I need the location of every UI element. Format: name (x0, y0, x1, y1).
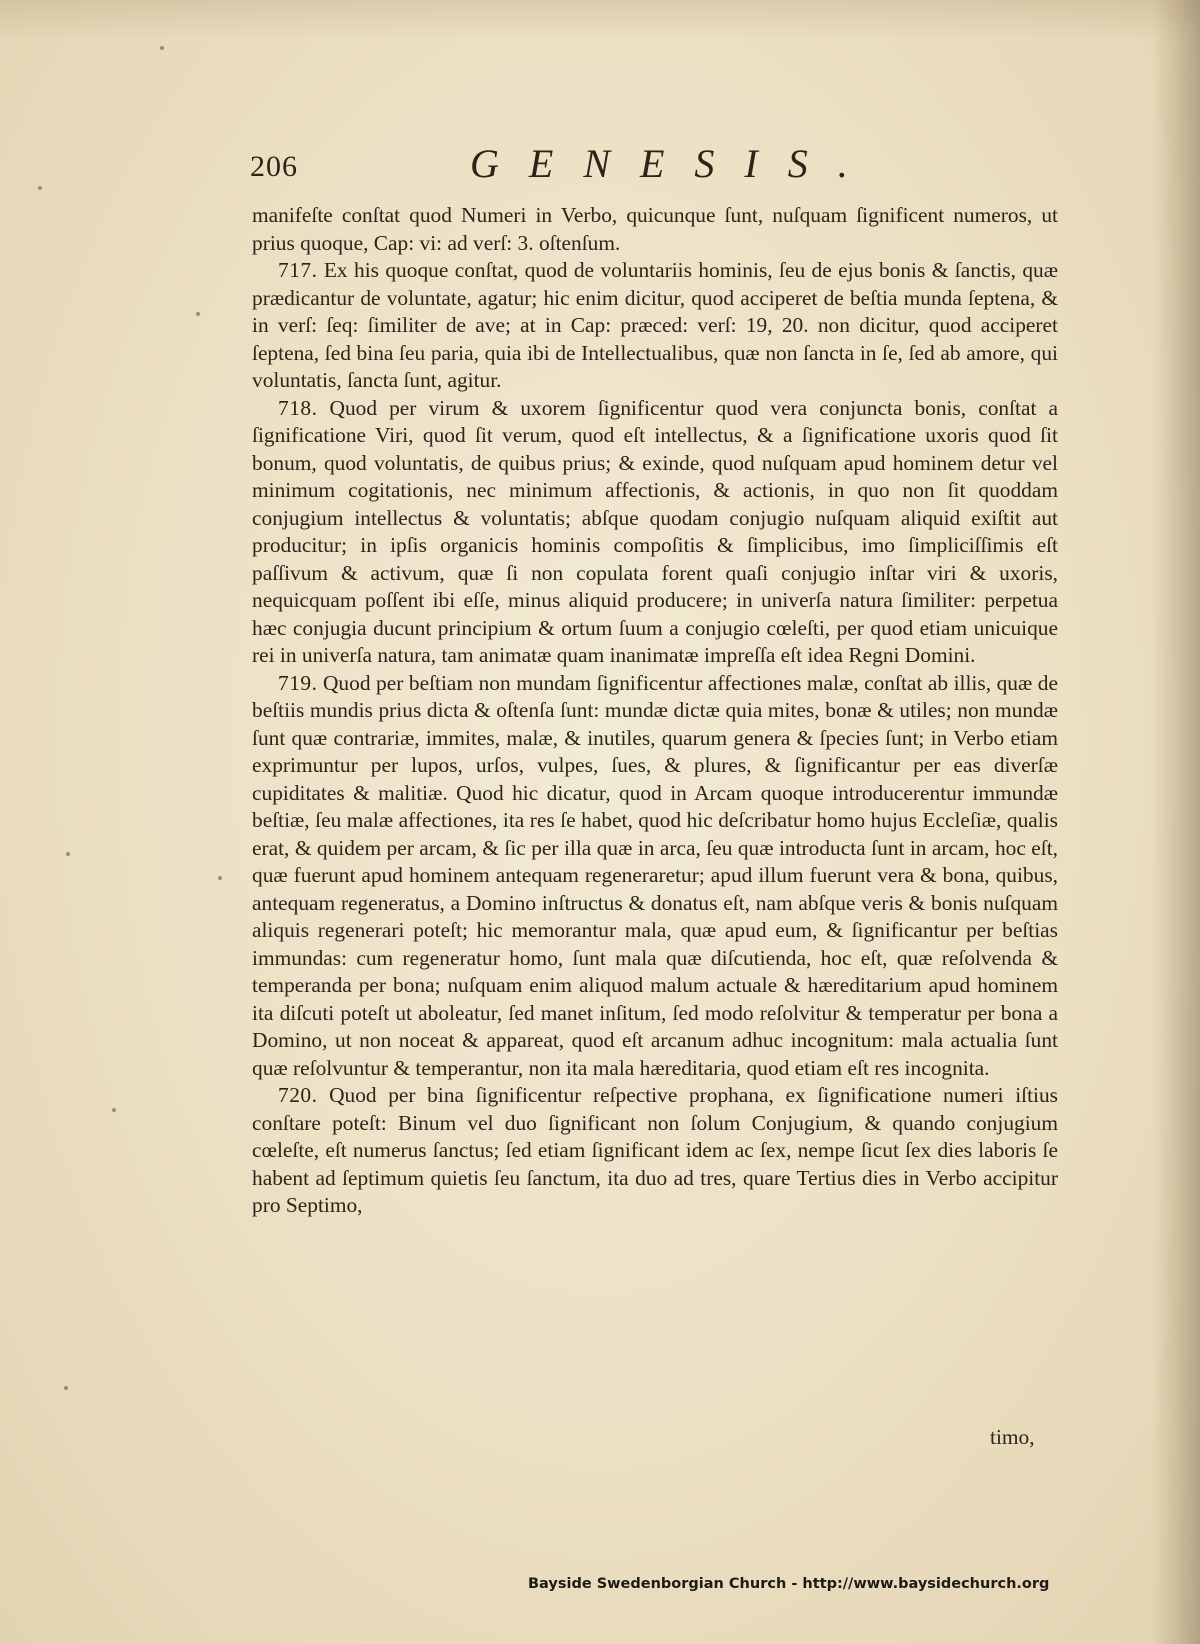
catchword: timo, (990, 1425, 1035, 1449)
body-text (252, 202, 1058, 1220)
paragraph-720 (252, 1082, 1058, 1220)
running-title: GENESIS. (470, 141, 878, 186)
paragraph-text: Ex his quoque conſtat, quod de voluntariis hominis, ſeu de ejus bonis & ſanctis, quæ prædicantur de voluntate, agatur; hic enim dicitur, quod acciperet de beſtia munda ſeptena, & in verſ: ſeq: ſimiliter de ave; at in Cap: præced: verſ: 19, 20. non dicitur, quod acciperet ſeptena, ſed bina ſeu paria, quia ibi de Intellectualibus, quæ non ſancta in ſe, ſed ab amore, qui voluntatis, ſancta ſunt, agitur. (252, 258, 1058, 392)
binding-edge-shadow (1152, 0, 1200, 1644)
paper-speck (160, 46, 164, 50)
paragraph-718 (252, 395, 1058, 670)
paragraph-number: 717. (278, 258, 318, 282)
paper-speck (64, 1386, 68, 1390)
paper-speck (218, 876, 222, 880)
paragraph-continuation (252, 202, 1058, 257)
page-number: 206 (250, 150, 298, 183)
paragraph-number: 719. (278, 670, 318, 695)
paper-speck (112, 1108, 116, 1112)
page-header (250, 136, 1060, 196)
paragraph-717 (252, 257, 1058, 395)
paper-speck (38, 186, 42, 190)
paragraph-text: Quod per beſtiam non mundam ſignificentur affectiones malæ, conſtat ab illis, quæ de beſtiis mundis prius dicta & oſtenſa ſunt: mundæ dictæ quia mites, bonæ & utiles; non mundæ ſunt quæ contrariæ, immites, malæ, & inutiles, quarum genera & ſpecies ſunt; in Verbo etiam exprimuntur per lupos, urſos, vulpes, ſues, & plures, & ſignificantur per eas diverſæ cupiditates & malitiæ. Quod hic dicatur, quod in Arcam quoque introducerentur immundæ beſtiæ, ſeu malæ affectiones, ita res ſe habet, quod hic deſcribatur homo hujus Eccleſiæ, qualis erat, & quidem per arcam, & ſic per illa quæ in arca, ſeu quæ introducta ſunt in arcam, hoc eſt, quæ fuerunt apud hominem antequam regeneraretur; apud illum fuerunt vera & bona, quibus, antequam regeneratus, a Domino inſtructus & donatus eſt, nam abſque veris & bonis nuſquam aliquis regenerari poteſt; hic memorantur mala, quæ apud eum, & ſignificantur per beſtias immundas: cum regeneratur homo, ſunt mala quæ diſcutienda, hoc eſt, quæ reſolvenda & temperanda per bona; nuſquam enim aliquod malum actuale & hæreditarium apud hominem ita diſcuti poteſt ut aboleatur, ſed manet inſitum, ſed modo reſolvitur & temperatur per bona a Domino, ut non noceat & appareat, quod eſt arcanum adhuc incognitum: mala actualia ſunt quæ reſolvuntur & temperantur, non ita mala hæreditaria, quod etiam eſt res incognita. (252, 670, 1058, 1080)
paragraph-text: Quod per virum & uxorem ſignificentur quod vera conjuncta bonis, conſtat a ſignificatione Viri, quod ſit verum, quod eſt intellectus, & a ſignificatione uxoris quod ſit bonum, quod voluntatis, de quibus prius; & exinde, quod nuſquam apud hominem detur vel minimum cogitationis, nec minimum affectionis, & actionis, in quo non ſit quoddam conjugium intellectus & voluntatis; abſque quodam conjugio nuſquam aliquid exiſtit aut producitur; in ipſis organicis hominis compoſitis & ſimplicibus, imo ſimpliciſſimis eſt paſſivum & activum, quæ ſi non copulata forent quaſi conjugio inſtar viri & uxoris, nequicquam poſſent ibi eſſe, minus aliquid producere; in univerſa natura ſimiliter: perpetua hæc conjugia ducunt principium & ortum ſuum a conjugio cœleſti, per quod etiam unicuique rei in univerſa natura, tam animatæ quam inanimatæ impreſſa eſt idea Regni Domini. (252, 395, 1058, 667)
paragraph-text: Quod per bina ſignificentur reſpective prophana, ex ſignificatione numeri iſtius conſtare poteſt: Binum vel duo ſignificant non ſolum Conjugium, & quando conjugium cœleſte, eſt numerus ſanctus; ſed etiam ſignificant idem ac ſex, nempe ſicut ſex dies laboris ſe habent ad ſeptimum quietis ſeu ſanctum, ita duo ad tres, quare Tertius dies in Verbo accipitur pro Septimo, (252, 1083, 1059, 1217)
page-top-shadow (0, 0, 1200, 40)
paragraph-number: 720. (278, 1083, 318, 1107)
paragraph-number: 718. (278, 395, 318, 420)
footer-credit: Bayside Swedenborgian Church - http://www.baysidechurch.org (528, 1576, 1050, 1592)
paper-speck (66, 852, 70, 856)
paragraph-text: manifeſte conſtat quod Numeri in Verbo, quicunque ſunt, nuſquam ſignificent numeros, ut prius quoque, Cap: vi: ad verſ: 3. oſtenſum. (252, 203, 1058, 255)
paper-speck (196, 312, 200, 316)
paragraph-719 (252, 670, 1058, 1083)
